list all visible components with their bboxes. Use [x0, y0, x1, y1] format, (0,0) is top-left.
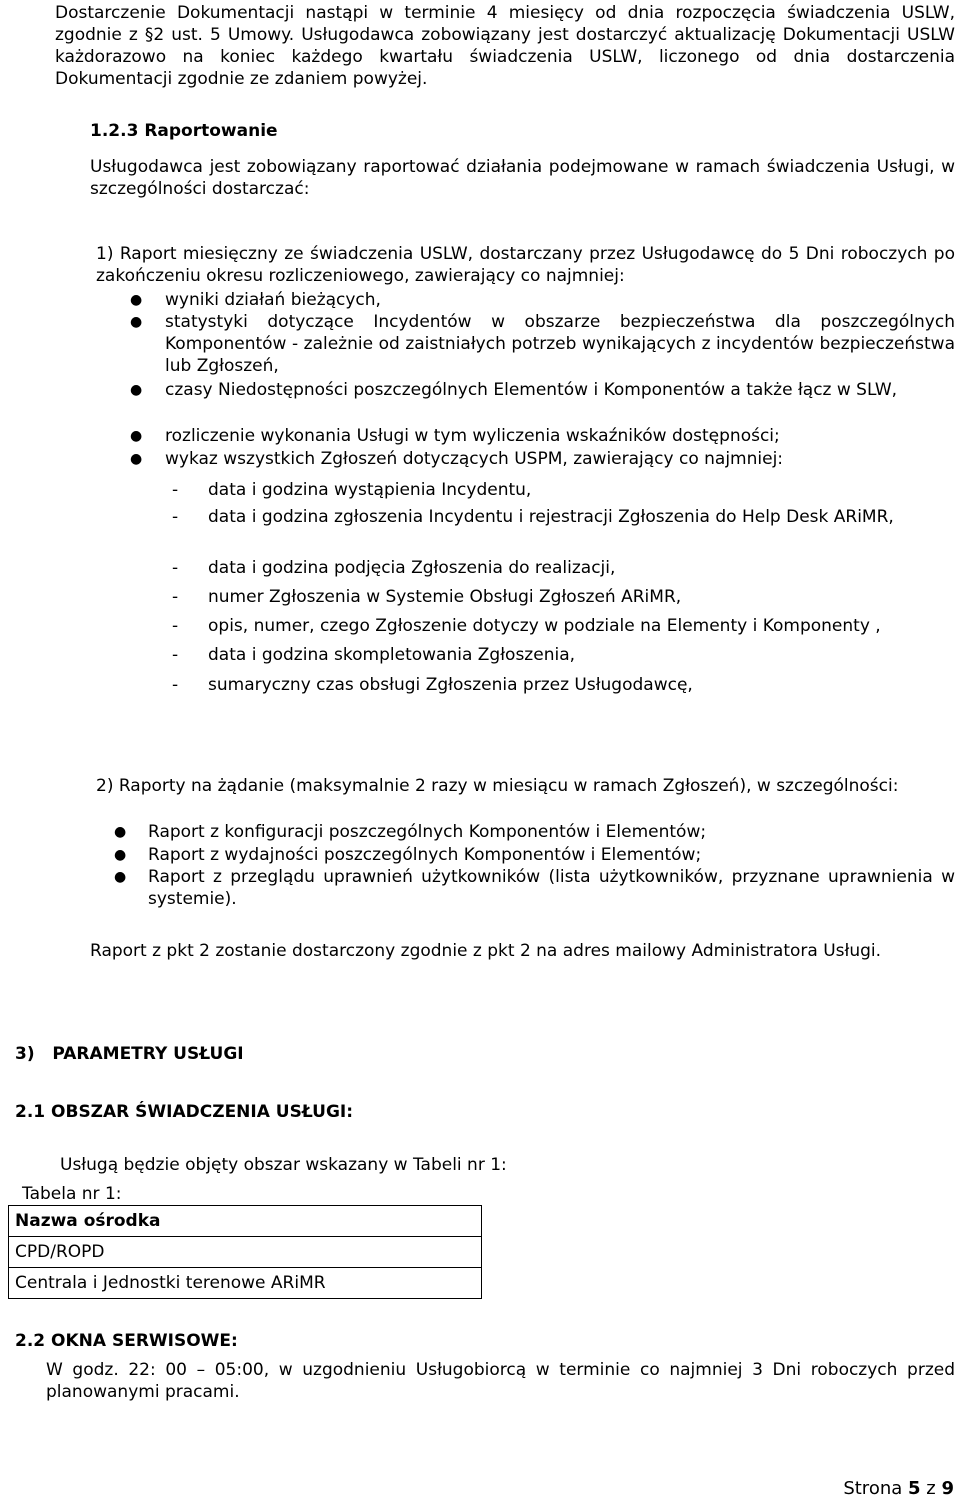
table-cell: CPD/ROPD [9, 1237, 482, 1268]
dash-item-5 [172, 615, 955, 637]
item-1-bullet-3 [130, 379, 955, 401]
item-2-text: 2) Raporty na żądanie (maksymalnie 2 razy w miesiącu w ramach Zgłoszeń), w szczególności: [96, 776, 899, 796]
dash-item-7 [172, 674, 955, 696]
dash-item-1 [172, 479, 955, 501]
dash-text: data i godzina podjęcia Zgłoszenia do realizacji, [208, 558, 616, 578]
table-header-cell: Nazwa ośrodka [9, 1206, 482, 1237]
item-2-bullet-2 [114, 844, 955, 866]
table-caption: Tabela nr 1: [22, 1184, 122, 1204]
item-1-bullet-4 [130, 425, 955, 447]
dash-marker: - [172, 507, 179, 527]
section-heading-obszar: 2.1 OBSZAR ŚWIADCZENIA USŁUGI: [15, 1102, 354, 1122]
bullet-text: statystyki dotyczące Incydentów w obszarze bezpieczeństwa dla poszczególnych Komponentów - zależnie od zaistniałych potrzeb wynikających z incydentów bezpieczeństwa lub Zgłoszeń, [165, 312, 955, 376]
bullet-dot-icon: ● [114, 869, 127, 885]
section-heading-okna: 2.2 OKNA SERWISOWE: [15, 1331, 238, 1351]
bullet-text: Raport z przeglądu uprawnień użytkowników (lista użytkowników, przyznane uprawnienia w systemie). [148, 867, 955, 909]
item-2-bullet-1 [114, 821, 955, 843]
dash-marker: - [172, 587, 179, 607]
dash-marker: - [172, 675, 179, 695]
bullet-dot-icon: ● [114, 824, 127, 840]
dash-item-3 [172, 557, 955, 579]
dash-marker: - [172, 480, 179, 500]
section-heading-raportowanie: 1.2.3 Raportowanie [90, 121, 278, 141]
item-1-bullet-2 [130, 311, 955, 377]
footer-total-pages: 9 [941, 1478, 954, 1499]
dash-marker: - [172, 645, 179, 665]
page-footer [843, 1478, 954, 1500]
bullet-dot-icon: ● [130, 451, 143, 467]
item-1-label: 1) Raport miesięczny ze świadczenia USLW, dostarczany przez Usługodawcę do 5 Dni roboczych po zakończeniu okresu rozliczeniowego, zawierający co najmniej: [96, 244, 955, 286]
bullet-dot-icon: ● [130, 314, 143, 330]
footer-mid: z [926, 1478, 936, 1499]
item-1-bullet-1 [130, 289, 955, 311]
footer-page-number: 5 [908, 1478, 921, 1499]
okna-text: W godz. 22: 00 – 05:00, w uzgodnieniu Usługobiorcą w terminie co najmniej 3 Dni roboczych przed planowanymi pracami. [46, 1360, 955, 1402]
table-header-row [9, 1206, 482, 1237]
section-heading-parametry: 3) PARAMETRY USŁUGI [15, 1044, 244, 1064]
bullet-text: Raport z konfiguracji poszczególnych Komponentów i Elementów; [148, 822, 707, 842]
table-row [9, 1237, 482, 1268]
dash-item-4 [172, 586, 955, 608]
dash-text: numer Zgłoszenia w Systemie Obsługi Zgłoszeń ARiMR, [208, 587, 682, 607]
intro-paragraph: Dostarczenie Dokumentacji nastąpi w terminie 4 miesięcy od dnia rozpoczęcia świadczenia USLW, zgodnie z §2 ust. 5 Umowy. Usługodawca zobowiązany jest dostarczyć aktualizację Dokumentacji USLW każdorazowo na koniec każdego kwartału świadczenia USLW, liczonego od dnia dostarczenia Dokumentacji zgodnie ze zdaniem powyżej. [55, 3, 955, 89]
item-1-text [96, 243, 955, 287]
area-table [8, 1205, 482, 1299]
footer-prefix: Strona [843, 1478, 903, 1499]
bullet-text: rozliczenie wykonania Usługi w tym wyliczenia wskaźników dostępności; [165, 426, 780, 446]
table-row [9, 1268, 482, 1299]
bullet-text: wykaz wszystkich Zgłoszeń dotyczących USPM, zawierający co najmniej: [165, 449, 784, 469]
obszar-intro: Usługą będzie objęty obszar wskazany w Tabeli nr 1: [60, 1155, 507, 1175]
bullet-text: Raport z wydajności poszczególnych Komponentów i Elementów; [148, 845, 702, 865]
dash-text: sumaryczny czas obsługi Zgłoszenia przez Usługodawcę, [208, 675, 693, 695]
report-note: Raport z pkt 2 zostanie dostarczony zgodnie z pkt 2 na adres mailowy Administratora Usługi. [90, 941, 882, 961]
dash-item-6 [172, 644, 955, 666]
dash-text: data i godzina zgłoszenia Incydentu i rejestracji Zgłoszenia do Help Desk ARiMR, [208, 507, 894, 527]
dash-marker: - [172, 558, 179, 578]
bullet-text: wyniki działań bieżących, [165, 290, 381, 310]
dash-text: data i godzina skompletowania Zgłoszenia, [208, 645, 576, 665]
item-1-bullet-5 [130, 448, 955, 470]
table-cell: Centrala i Jednostki terenowe ARiMR [9, 1268, 482, 1299]
bullet-text: czasy Niedostępności poszczególnych Elementów i Komponentów a także łącz w SLW, [165, 380, 898, 400]
bullet-dot-icon: ● [130, 382, 143, 398]
item-2-bullet-3 [114, 866, 955, 910]
raportowanie-intro: Usługodawca jest zobowiązany raportować działania podejmowane w ramach świadczenia Usługi, w szczególności dostarczać: [90, 157, 955, 199]
dash-marker: - [172, 616, 179, 636]
bullet-dot-icon: ● [114, 847, 127, 863]
dash-text: opis, numer, czego Zgłoszenie dotyczy w podziale na Elementy i Komponenty , [208, 616, 881, 636]
bullet-dot-icon: ● [130, 292, 143, 308]
bullet-dot-icon: ● [130, 428, 143, 444]
dash-text: data i godzina wystąpienia Incydentu, [208, 480, 532, 500]
dash-item-2 [172, 506, 955, 528]
